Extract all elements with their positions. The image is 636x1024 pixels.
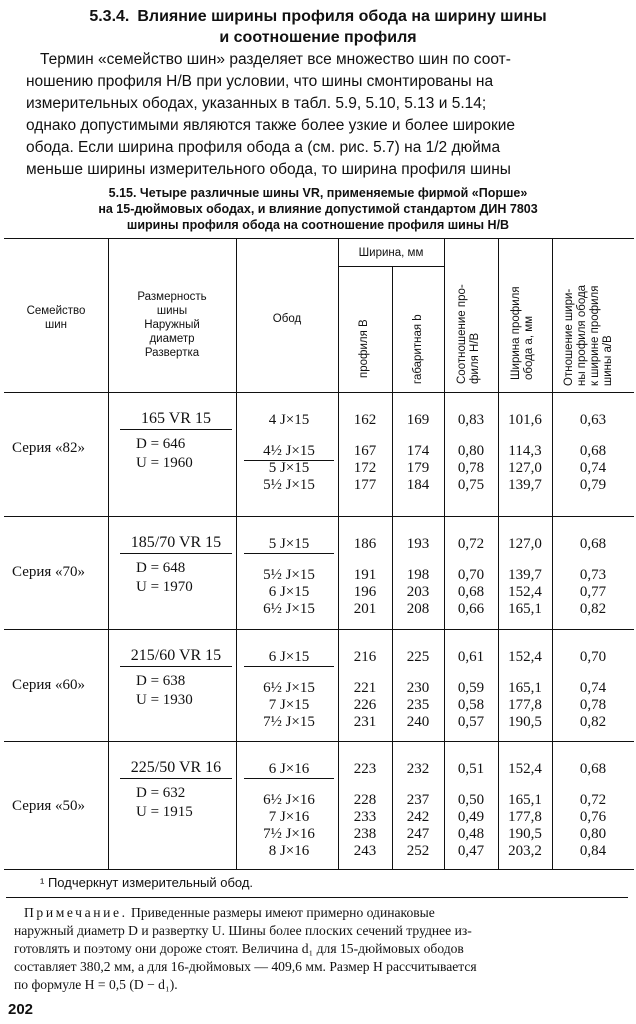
- cell-ab: 0,70: [579, 649, 607, 665]
- cell-hb: 0,47: [457, 843, 485, 859]
- cell-b: 208: [406, 601, 430, 617]
- outer-diameter: D = 638: [136, 673, 186, 689]
- rolling-circumference: U = 1970: [136, 579, 193, 595]
- cell-hb: 0,57: [457, 714, 485, 730]
- paragraph-line: ношению профиля H/B при условии, что шины смонтированы на: [26, 73, 494, 90]
- series-name: Серия «60»: [12, 677, 86, 693]
- header-ratio: [563, 285, 615, 386]
- outer-diameter: D = 646: [136, 436, 186, 452]
- cell-b: 221: [353, 680, 377, 696]
- note-line1-text: Приведенные размеры имеют примерно одинаковые: [127, 905, 435, 920]
- cell-b: 247: [406, 826, 430, 842]
- table-caption-line1: 5.15. Четыре различные шины VR, применяемые фирмой «Порше»: [108, 186, 528, 200]
- header-profile-width: профиля B: [358, 319, 370, 378]
- note-block: [14, 904, 626, 994]
- cell-b: 162: [353, 412, 377, 428]
- cell-hb: 0,50: [457, 792, 485, 808]
- cell-a: 177,8: [508, 809, 542, 825]
- cell-a: 190,5: [508, 826, 542, 842]
- group-rule: [4, 516, 634, 517]
- table-caption-line3: ширины профиля обода на соотношение профиля шины H/B: [126, 218, 510, 232]
- cell-a: 152,4: [508, 584, 542, 600]
- paragraph-line: обода. Если ширина профиля обода a (см. рис. 5.7) на 1/2 дюйма: [26, 139, 501, 156]
- rim-size: 5½ J×15: [263, 567, 315, 583]
- series-name: Серия «70»: [12, 564, 86, 580]
- cell-a: 165,1: [508, 792, 542, 808]
- header-ratio-line: ны профиля обода: [576, 284, 588, 386]
- header-ratio-line: шины a/B: [602, 335, 614, 386]
- section-heading: [0, 6, 636, 27]
- cell-b: 198: [406, 567, 430, 583]
- table-bottom-rule: [4, 869, 634, 870]
- measuring-rim: 4½ J×15: [244, 443, 334, 461]
- cell-hb: 0,58: [457, 697, 485, 713]
- table-header-rule: [4, 392, 634, 393]
- cell-b: 238: [353, 826, 377, 842]
- section-title-line1: Влияние ширины профиля обода на ширину шины: [137, 8, 547, 25]
- cell-hb: 0,70: [457, 567, 485, 583]
- rim-size: 6½ J×15: [263, 601, 315, 617]
- cell-b: 203: [406, 584, 430, 600]
- page-number: 202: [8, 1001, 34, 1018]
- cell-ab: 0,73: [579, 567, 607, 583]
- cell-b: 191: [353, 567, 377, 583]
- header-rim-width: [510, 286, 536, 380]
- header-ratio-line: Отношение шири-: [563, 288, 575, 386]
- cell-b: 231: [353, 714, 377, 730]
- header-size: [110, 290, 234, 360]
- cell-a: 190,5: [508, 714, 542, 730]
- tyre-size: 215/60 VR 15: [120, 647, 232, 667]
- rim-size: 6 J×15: [268, 584, 310, 600]
- rim-size: 5 J×15: [268, 460, 310, 476]
- cell-b: 167: [353, 443, 377, 459]
- header-size-line: диаметр: [149, 333, 195, 345]
- cell-ab: 0,79: [579, 477, 607, 493]
- cell-ab: 0,72: [579, 792, 607, 808]
- group-rule: [4, 629, 634, 630]
- section-number: 5.3.4.: [89, 8, 130, 25]
- cell-ab: 0,80: [579, 826, 607, 842]
- cell-a: 152,4: [508, 649, 542, 665]
- header-rim: Обод: [272, 313, 302, 325]
- cell-b: 226: [353, 697, 377, 713]
- outer-diameter: D = 648: [136, 560, 186, 576]
- cell-ab: 0,63: [579, 412, 607, 428]
- rim-size: 6½ J×16: [263, 792, 315, 808]
- tyre-size: 165 VR 15: [120, 410, 232, 430]
- group-rule: [4, 741, 634, 742]
- cell-b: 237: [406, 792, 430, 808]
- cell-a: 165,1: [508, 680, 542, 696]
- header-rim-width-line: обода a, мм: [523, 315, 535, 380]
- cell-a: 114,3: [508, 443, 542, 459]
- note-rule: [6, 897, 628, 898]
- cell-a: 101,6: [508, 412, 542, 428]
- cell-b: 228: [353, 792, 377, 808]
- cell-b: 186: [353, 536, 377, 552]
- footnote: ¹ Подчеркнут измерительный обод.: [40, 875, 254, 890]
- header-aspect-line: филя H/B: [469, 332, 481, 384]
- body-paragraph: [26, 49, 624, 181]
- measuring-rim: 6 J×15: [244, 649, 334, 667]
- series-name: Серия «50»: [12, 797, 86, 814]
- cell-ab: 0,77: [579, 584, 607, 600]
- width-group-rule: [338, 266, 444, 267]
- header-family: [8, 304, 104, 332]
- paragraph-line: измерительных ободах, указанных в табл. 5.9, 5.10, 5.13 и 5.14;: [26, 95, 487, 112]
- header-family-line: шин: [44, 319, 67, 331]
- cell-ab: 0,76: [579, 809, 607, 825]
- rim-size: 8 J×16: [268, 843, 310, 859]
- paragraph-line: меньше ширины измерительного обода, то ширина профиля шины: [26, 161, 511, 178]
- header-aspect-line: Соотношение про-: [456, 284, 468, 384]
- cell-b: 242: [406, 809, 430, 825]
- cell-a: 127,0: [508, 460, 542, 476]
- column-divider: [108, 238, 109, 869]
- rolling-circumference: U = 1915: [136, 804, 193, 820]
- cell-a: 152,4: [508, 761, 542, 777]
- note-line: [14, 904, 626, 922]
- cell-hb: 0,66: [457, 601, 485, 617]
- cell-ab: 0,78: [579, 697, 607, 713]
- header-ratio-line: к ширине профиля: [589, 285, 601, 386]
- cell-a: 127,0: [508, 536, 542, 552]
- cell-hb: 0,61: [457, 649, 485, 665]
- tyre-size: 185/70 VR 15: [120, 534, 232, 554]
- cell-b: 201: [353, 601, 377, 617]
- cell-b: 169: [406, 412, 430, 428]
- header-size-line: Наружный: [144, 319, 200, 331]
- cell-b: 172: [353, 460, 377, 476]
- cell-b: 179: [406, 460, 430, 476]
- cell-hb: 0,83: [457, 412, 485, 428]
- measuring-rim: 5 J×15: [244, 536, 334, 554]
- header-aspect-ratio: [456, 284, 482, 384]
- cell-ab: 0,74: [579, 460, 607, 476]
- rim-size: 7 J×16: [268, 809, 310, 825]
- cell-a: 203,2: [508, 843, 542, 859]
- outer-diameter: D = 632: [136, 785, 186, 801]
- paragraph-line: Термин «семейство шин» разделяет все множество шин по соот-: [40, 51, 511, 68]
- cell-a: 139,7: [508, 567, 542, 583]
- rim-size: 6½ J×15: [263, 680, 315, 696]
- note-line: по формуле H = 0,5 (D − d₁).: [14, 977, 178, 992]
- cell-b: 225: [406, 649, 430, 665]
- rim-size: 7½ J×16: [263, 826, 315, 842]
- header-family-line: Семейство: [26, 305, 86, 317]
- cell-b: 193: [406, 536, 430, 552]
- cell-b: 235: [406, 697, 430, 713]
- cell-ab: 0,82: [579, 601, 607, 617]
- rim-size: 4 J×15: [268, 412, 310, 428]
- cell-b: 177: [353, 477, 377, 493]
- section-heading-line2: [0, 27, 636, 48]
- cell-b: 174: [406, 443, 430, 459]
- cell-b: 230: [406, 680, 430, 696]
- rim-size: 7 J×15: [268, 697, 310, 713]
- cell-b: 232: [406, 761, 430, 777]
- cell-hb: 0,49: [457, 809, 485, 825]
- note-line: составляет 380,2 мм, а для 16-дюймовых — 409,6 мм. Размер H рассчитывается: [14, 959, 477, 974]
- cell-hb: 0,78: [457, 460, 485, 476]
- cell-ab: 0,74: [579, 680, 607, 696]
- note-line: наружный диаметр D и развертку U. Шины более плоских сечений труднее из-: [14, 923, 472, 938]
- header-size-line: шины: [156, 305, 188, 317]
- table-caption-line2: на 15-дюймовых ободах, и влияние допустимой стандартом ДИН 7803: [98, 202, 538, 216]
- table-top-rule: [4, 238, 634, 239]
- note-label: Примечание.: [24, 905, 128, 920]
- column-divider: [236, 238, 237, 869]
- cell-a: 139,7: [508, 477, 542, 493]
- cell-ab: 0,68: [579, 443, 607, 459]
- cell-ab: 0,68: [579, 536, 607, 552]
- rim-size: 7½ J×15: [263, 714, 315, 730]
- cell-ab: 0,68: [579, 761, 607, 777]
- cell-hb: 0,80: [457, 443, 485, 459]
- cell-b: 240: [406, 714, 430, 730]
- paragraph-line: однако допустимыми являются также более узкие и более широкие: [26, 117, 516, 134]
- cell-hb: 0,48: [457, 826, 485, 842]
- cell-ab: 0,84: [579, 843, 607, 859]
- note-line: готовлять и поэтому они дороже стоят. Величина d₁ для 15-дюймовых ободов: [14, 941, 464, 956]
- header-size-line: Размерность: [137, 291, 207, 303]
- cell-a: 177,8: [508, 697, 542, 713]
- cell-b: 223: [353, 761, 377, 777]
- series-name: Серия «82»: [12, 440, 86, 456]
- cell-b: 184: [406, 477, 430, 493]
- header-rim-width-line: Ширина профиля: [510, 286, 522, 380]
- cell-b: 196: [353, 584, 377, 600]
- cell-b: 252: [406, 843, 430, 859]
- cell-hb: 0,68: [457, 584, 485, 600]
- cell-b: 243: [353, 843, 377, 859]
- cell-hb: 0,51: [457, 761, 485, 777]
- cell-ab: 0,82: [579, 714, 607, 730]
- cell-hb: 0,72: [457, 536, 485, 552]
- cell-a: 165,1: [508, 601, 542, 617]
- cell-b: 233: [353, 809, 377, 825]
- header-width-group: Ширина, мм: [358, 247, 424, 259]
- header-overall-width: габаритная b: [412, 314, 424, 384]
- cell-hb: 0,75: [457, 477, 485, 493]
- section-title-line2: и соотношение профиля: [219, 29, 417, 46]
- tyre-size: 225/50 VR 16: [120, 759, 232, 779]
- measuring-rim: 6 J×16: [244, 761, 334, 779]
- header-size-line: Развертка: [144, 347, 200, 359]
- cell-hb: 0,59: [457, 680, 485, 696]
- rolling-circumference: U = 1960: [136, 455, 193, 471]
- rim-size: 5½ J×15: [263, 477, 315, 493]
- cell-b: 216: [353, 649, 377, 665]
- rolling-circumference: U = 1930: [136, 692, 193, 708]
